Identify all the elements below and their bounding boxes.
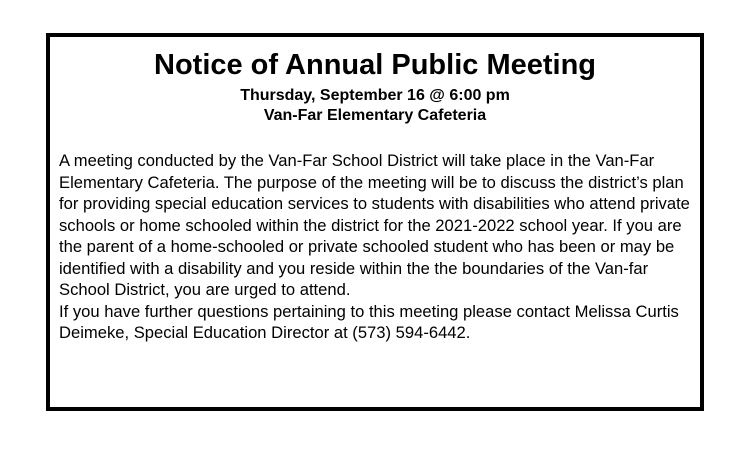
notice-body — [59, 150, 696, 344]
notice-box — [46, 33, 704, 411]
meeting-location: Van-Far Elementary Cafeteria — [263, 107, 487, 124]
notice-paragraph-contact: If you have further questions pertaining to this meeting please contact Melissa Curtis Deimeke, Special Education Director at (573) 594-6442. — [59, 301, 679, 342]
notice-title: Notice of Annual Public Meeting — [154, 49, 596, 81]
meeting-date-time: Thursday, September 16 @ 6:00 pm — [240, 87, 510, 104]
notice-paragraph-purpose: A meeting conducted by the Van-Far School District will take place in the Van-Far Elementary Cafeteria. The purpose of the meeting will be to discuss the district’s plan for providing special education services to students with disabilities who attend private schools or home schooled within the district for the 2021-2022 school year. If you are the parent of a home-schooled or private schooled student who has been or may be identified with a disability and you reside within the the boundaries of the Van-far School District, you are urged to attend. — [59, 151, 690, 299]
